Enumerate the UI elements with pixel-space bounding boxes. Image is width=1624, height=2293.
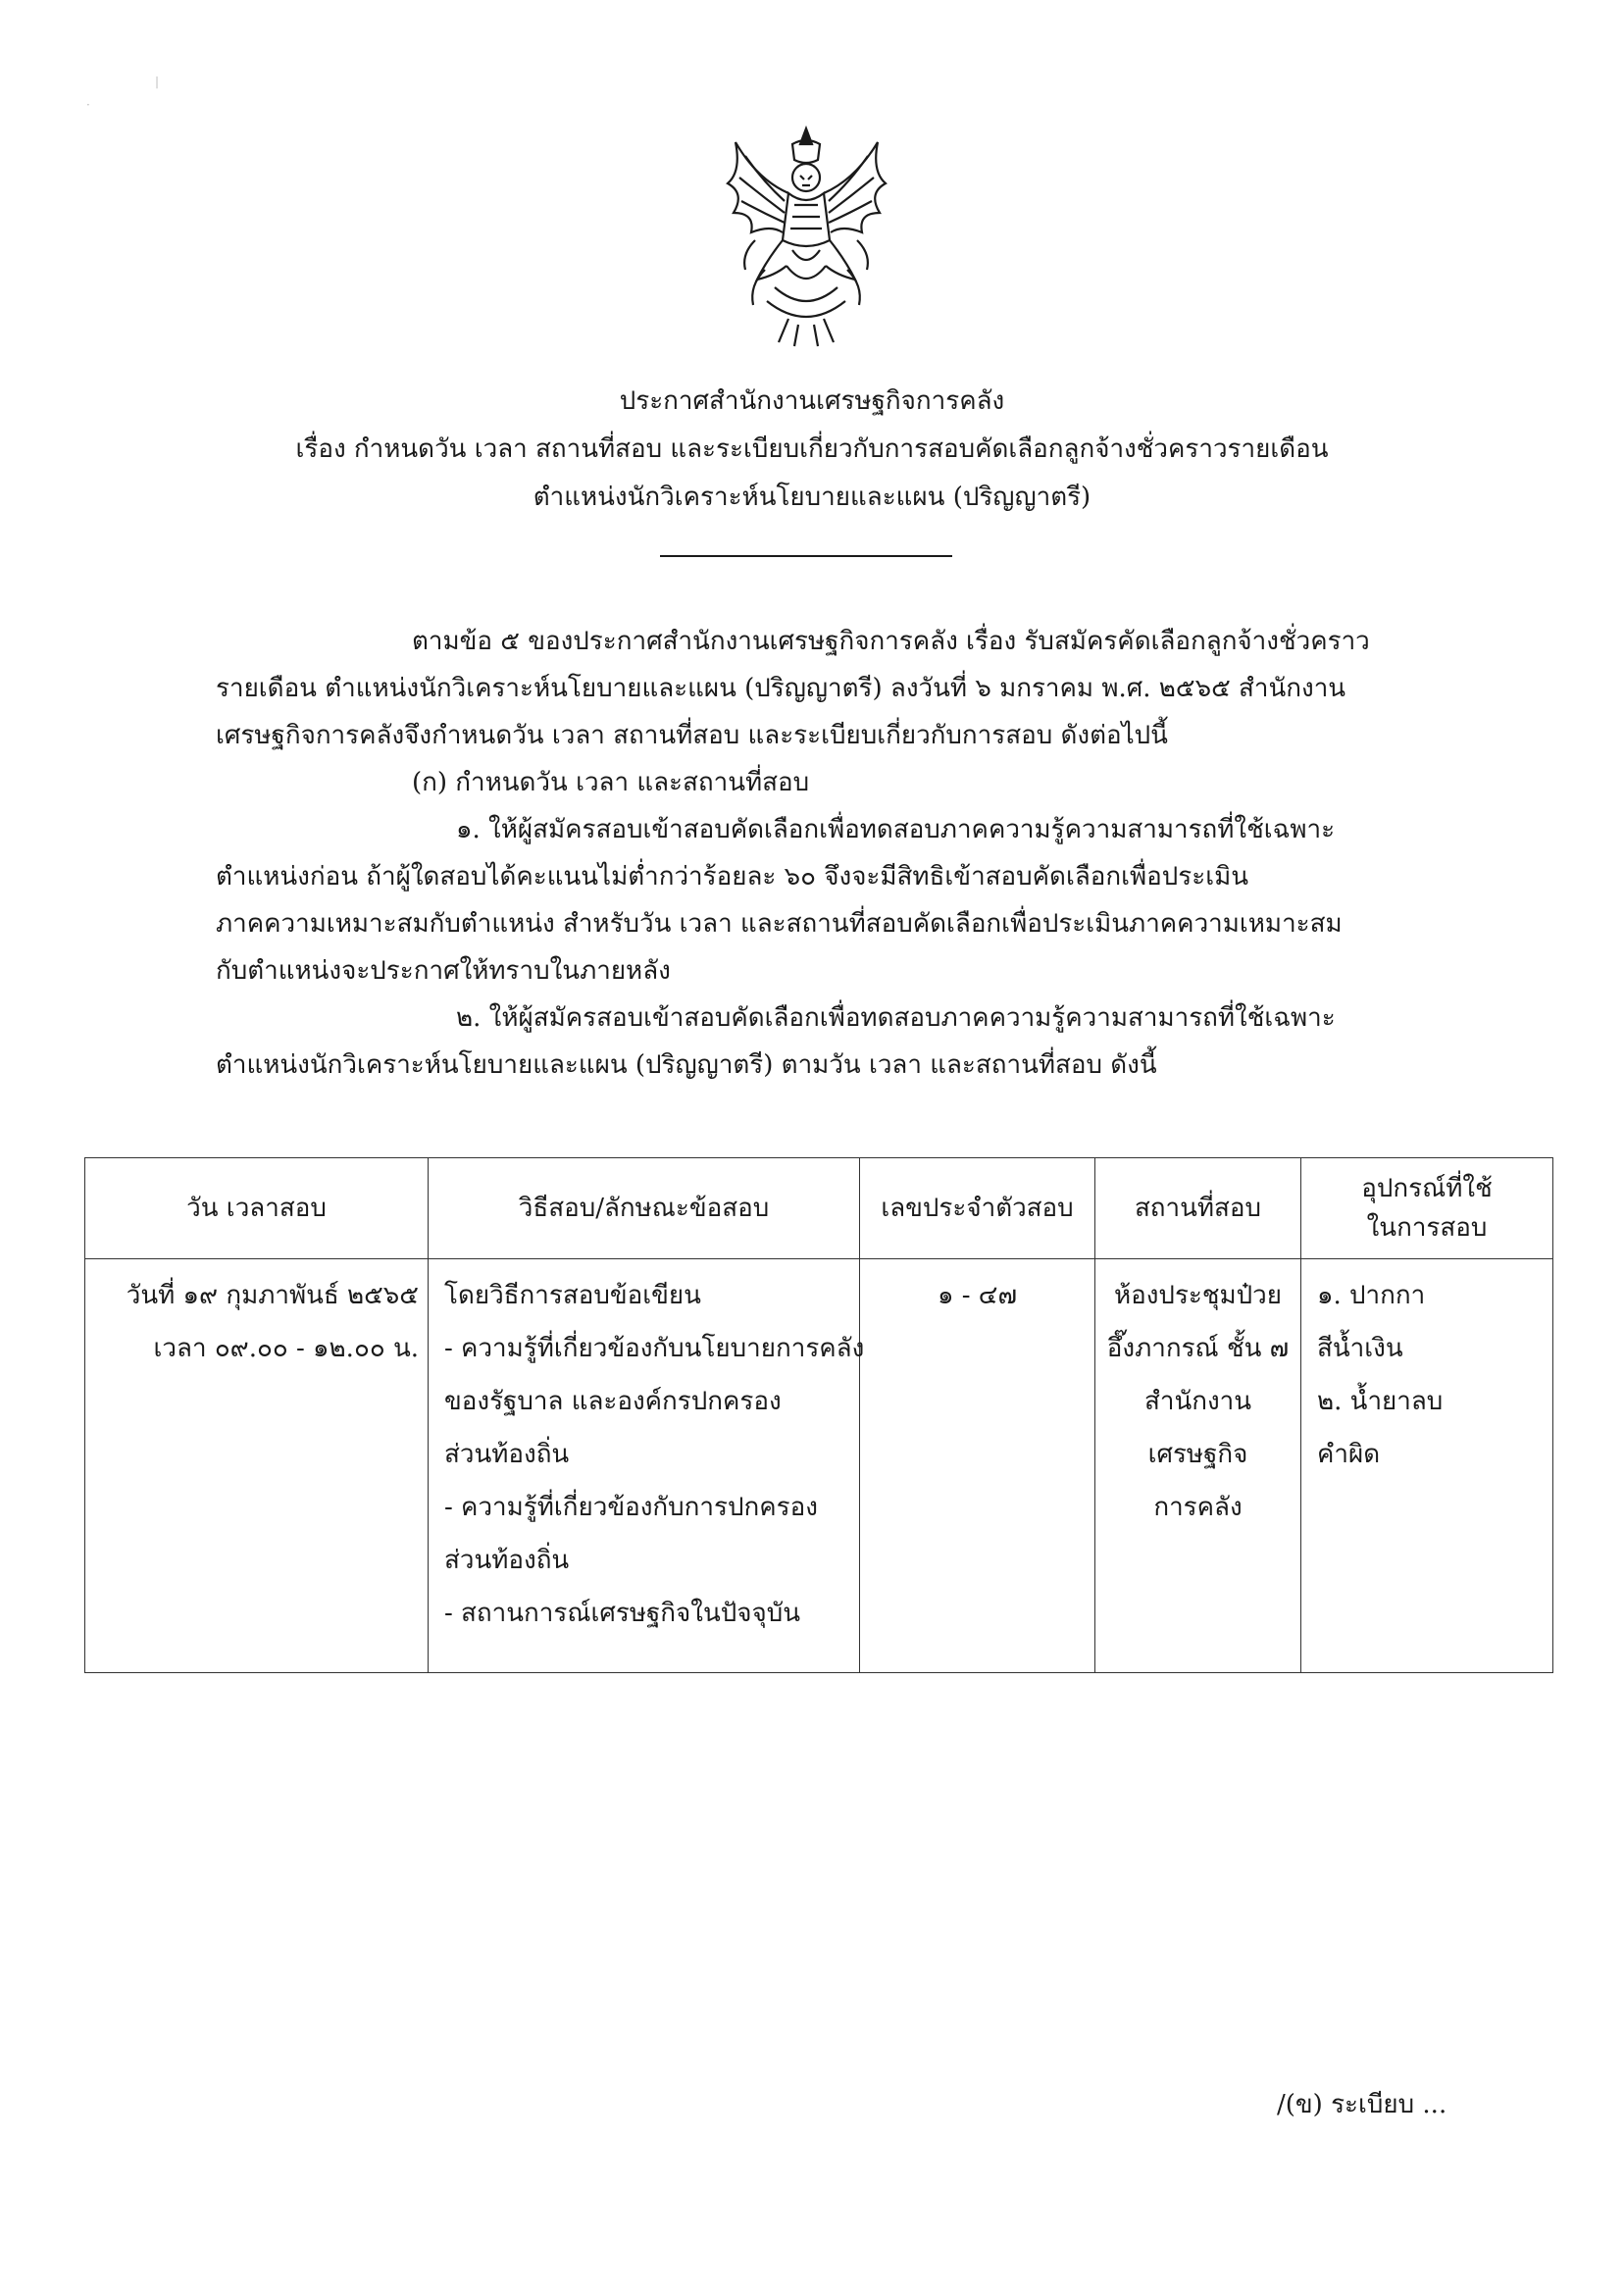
cell-equipment bbox=[1301, 1259, 1553, 1673]
header-equipment-line: อุปกรณ์ที่ใช้ bbox=[1361, 1174, 1493, 1203]
paragraph-line: ตามข้อ ๕ ของประกาศสำนักงานเศรษฐกิจการคลัง เรื่อง รับสมัครคัดเลือกลูกจ้างชั่วคราว bbox=[412, 627, 1370, 656]
announcement-title bbox=[0, 378, 1624, 522]
equipment-line: สีน้ำเงิน bbox=[1317, 1334, 1403, 1363]
garuda-emblem-icon bbox=[706, 123, 907, 348]
paragraph-line: รายเดือน ตำแหน่งนักวิเคราะห์นโยบายและแผน (ปริญญาตรี) ลงวันที่ ๖ มกราคม พ.ศ. ๒๕๖๕ สำนักงาน bbox=[216, 674, 1346, 703]
place-line: เศรษฐกิจ bbox=[1147, 1440, 1248, 1469]
title-divider bbox=[660, 555, 952, 557]
method-line: ส่วนท้องถิ่น bbox=[444, 1546, 570, 1575]
title-subject: เรื่อง กำหนดวัน เวลา สถานที่สอบ และระเบียบเกี่ยวกับการสอบคัดเลือกลูกจ้างชั่วคราวรายเดือน bbox=[295, 434, 1329, 464]
exam-date: วันที่ ๑๙ กุมภาพันธ์ ๒๕๖๕ bbox=[126, 1281, 419, 1310]
header-place: สถานที่สอบ bbox=[1095, 1158, 1301, 1259]
exam-schedule-table bbox=[84, 1157, 1553, 1673]
method-line: - ความรู้ที่เกี่ยวข้องกับนโยบายการคลัง bbox=[444, 1334, 865, 1363]
paragraph-line: ตำแหน่งนักวิเคราะห์นโยบายและแผน (ปริญญาตรี) ตามวัน เวลา และสถานที่สอบ ดังนี้ bbox=[216, 1050, 1157, 1080]
equipment-line: ๑. ปากกา bbox=[1317, 1281, 1426, 1310]
scan-mark: · bbox=[86, 98, 90, 112]
section-a-heading: (ก) กำหนดวัน เวลา และสถานที่สอบ bbox=[412, 768, 810, 797]
exam-id-range: ๑ - ๔๗ bbox=[937, 1281, 1018, 1310]
scan-mark: | bbox=[155, 75, 160, 88]
paragraph-line: ภาคความเหมาะสมกับตำแหน่ง สำหรับวัน เวลา และสถานที่สอบคัดเลือกเพื่อประเมินภาคความเหมาะสม bbox=[216, 909, 1343, 939]
table-row bbox=[85, 1259, 1553, 1673]
place-line: ห้องประชุมป๋วย bbox=[1113, 1281, 1282, 1310]
page-continuation: /(ข) ระเบียบ ... bbox=[1277, 2090, 1447, 2119]
equipment-line: คำผิด bbox=[1317, 1440, 1381, 1469]
header-date: วัน เวลาสอบ bbox=[85, 1158, 429, 1259]
title-issuer: ประกาศสำนักงานเศรษฐกิจการคลัง bbox=[619, 386, 1005, 416]
paragraph-line: ตำแหน่งก่อน ถ้าผู้ใดสอบได้คะแนนไม่ต่ำกว่าร้อยละ ๖๐ จึงจะมีสิทธิเข้าสอบคัดเลือกเพื่อประเมิน bbox=[216, 862, 1248, 892]
place-line: อึ๊งภากรณ์ ชั้น ๗ bbox=[1106, 1334, 1290, 1363]
cell-date bbox=[85, 1259, 429, 1673]
paragraph-line: เศรษฐกิจการคลังจึงกำหนดวัน เวลา สถานที่สอบ และระเบียบเกี่ยวกับการสอบ ดังต่อไปนี้ bbox=[216, 721, 1168, 750]
header-ids: เลขประจำตัวสอบ bbox=[860, 1158, 1095, 1259]
cell-ids bbox=[860, 1259, 1095, 1673]
table-header-row bbox=[85, 1158, 1553, 1259]
place-line: การคลัง bbox=[1153, 1493, 1243, 1522]
cell-place bbox=[1095, 1259, 1301, 1673]
header-equipment-line: ในการสอบ bbox=[1366, 1213, 1488, 1243]
place-line: สำนักงาน bbox=[1143, 1387, 1252, 1416]
method-line: - สถานการณ์เศรษฐกิจในปัจจุบัน bbox=[444, 1599, 800, 1628]
equipment-line: ๒. น้ำยาลบ bbox=[1317, 1387, 1444, 1416]
exam-time: เวลา ๐๙.๐๐ - ๑๒.๐๐ น. bbox=[153, 1334, 419, 1363]
method-line: ของรัฐบาล และองค์กรปกครอง bbox=[444, 1387, 782, 1416]
paragraph-line: กับตำแหน่งจะประกาศให้ทราบในภายหลัง bbox=[216, 956, 671, 986]
paragraph-line: ๒. ให้ผู้สมัครสอบเข้าสอบคัดเลือกเพื่อทดสอบภาคความรู้ความสามารถที่ใช้เฉพาะ bbox=[456, 1003, 1336, 1033]
title-position: ตำแหน่งนักวิเคราะห์นโยบายและแผน (ปริญญาตรี) bbox=[533, 483, 1091, 512]
announcement-body bbox=[216, 618, 1461, 1089]
cell-method bbox=[429, 1259, 865, 1673]
header-equipment bbox=[1301, 1158, 1553, 1259]
method-line: - ความรู้ที่เกี่ยวข้องกับการปกครอง bbox=[444, 1493, 818, 1522]
header-method: วิธีสอบ/ลักษณะข้อสอบ bbox=[429, 1158, 860, 1259]
method-line: ส่วนท้องถิ่น bbox=[444, 1440, 570, 1469]
paragraph-line: ๑. ให้ผู้สมัครสอบเข้าสอบคัดเลือกเพื่อทดสอบภาคความรู้ความสามารถที่ใช้เฉพาะ bbox=[456, 815, 1336, 844]
method-line: โดยวิธีการสอบข้อเขียน bbox=[444, 1281, 701, 1310]
